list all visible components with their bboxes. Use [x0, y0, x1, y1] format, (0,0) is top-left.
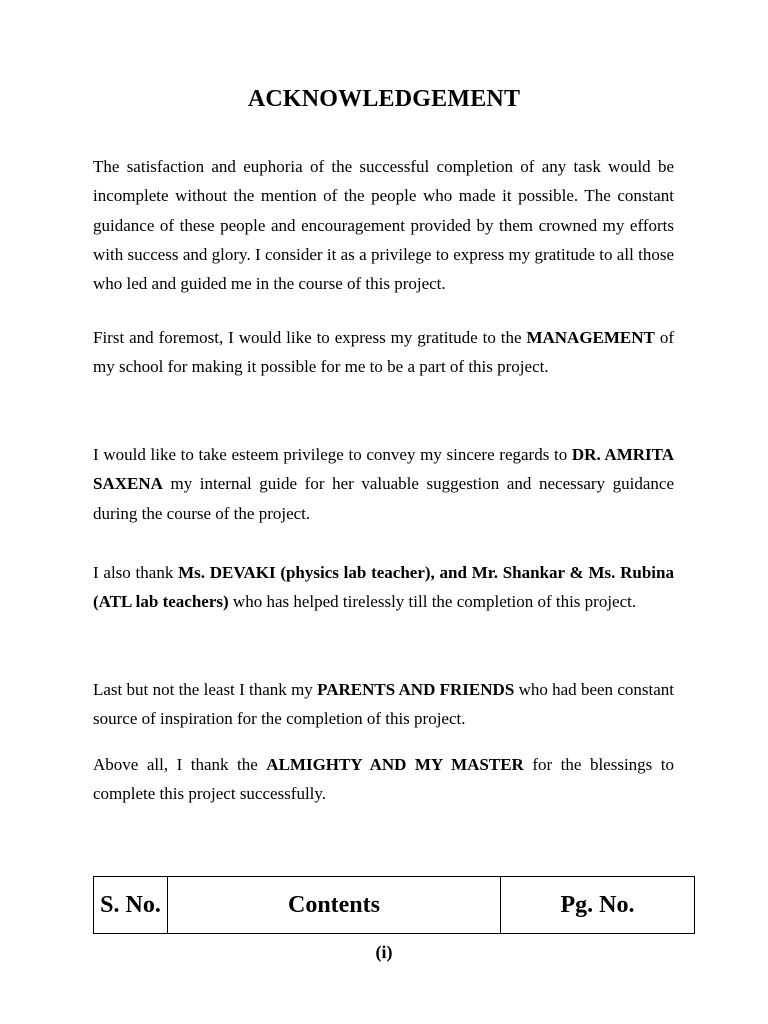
paragraph-text: I also thank	[93, 563, 179, 582]
paragraph-satisfaction	[93, 152, 674, 298]
paragraph-text: First and foremost, I would like to express my gratitude to the	[93, 328, 527, 347]
bold-text: Ms. DEVAKI (physics lab teacher), and Mr. Shankar & Ms. Rubina (ATL lab teachers)	[93, 563, 674, 612]
contents-table	[93, 876, 695, 934]
bold-text: MANAGEMENT	[526, 328, 655, 347]
paragraph-parents-friends	[93, 675, 674, 734]
bold-text: PARENTS AND FRIENDS	[317, 680, 515, 699]
header-contents: Contents	[168, 877, 501, 934]
header-serial-number: S. No.	[94, 877, 168, 934]
paragraph-management	[93, 323, 674, 382]
table-header-row	[94, 877, 695, 934]
paragraph-text: who has helped tirelessly till the completion of this project.	[228, 592, 637, 612]
paragraph-text: of my school for making it possible for me to be a part of this project.	[93, 328, 674, 377]
paragraph-almighty	[93, 750, 674, 809]
bold-text: DR. AMRITA SAXENA	[93, 445, 674, 494]
paragraph-text: who had been constant source of inspiration for the completion of this project.	[93, 680, 674, 729]
header-page-number: Pg. No.	[501, 877, 695, 934]
paragraph-text: The satisfaction and euphoria of the successful completion of any task would be incomplete without the mention of the people who made it possible. The constant guidance of these people and encouragement provided by them crowned my efforts with success and glory. I consider it as a privilege to express my gratitude to all those who led and guided me in the course of this project.	[93, 157, 674, 294]
paragraph-text: Last but not the least I thank my	[93, 680, 318, 699]
paragraph-text: my internal guide for her valuable suggestion and necessary guidance during the course of the project.	[93, 474, 674, 523]
page-number: (i)	[375, 942, 393, 962]
bold-text: ALMIGHTY AND MY MASTER	[266, 755, 524, 774]
paragraph-guide	[93, 440, 674, 528]
page-title: ACKNOWLEDGEMENT	[247, 86, 521, 112]
paragraph-text: for the blessings to complete this project successfully.	[93, 755, 675, 804]
paragraph-text: Above all, I thank the	[93, 755, 267, 774]
paragraph-text: I would like to take esteem privilege to convey my sincere regards to	[93, 445, 572, 464]
paragraph-lab-teachers	[93, 558, 674, 617]
